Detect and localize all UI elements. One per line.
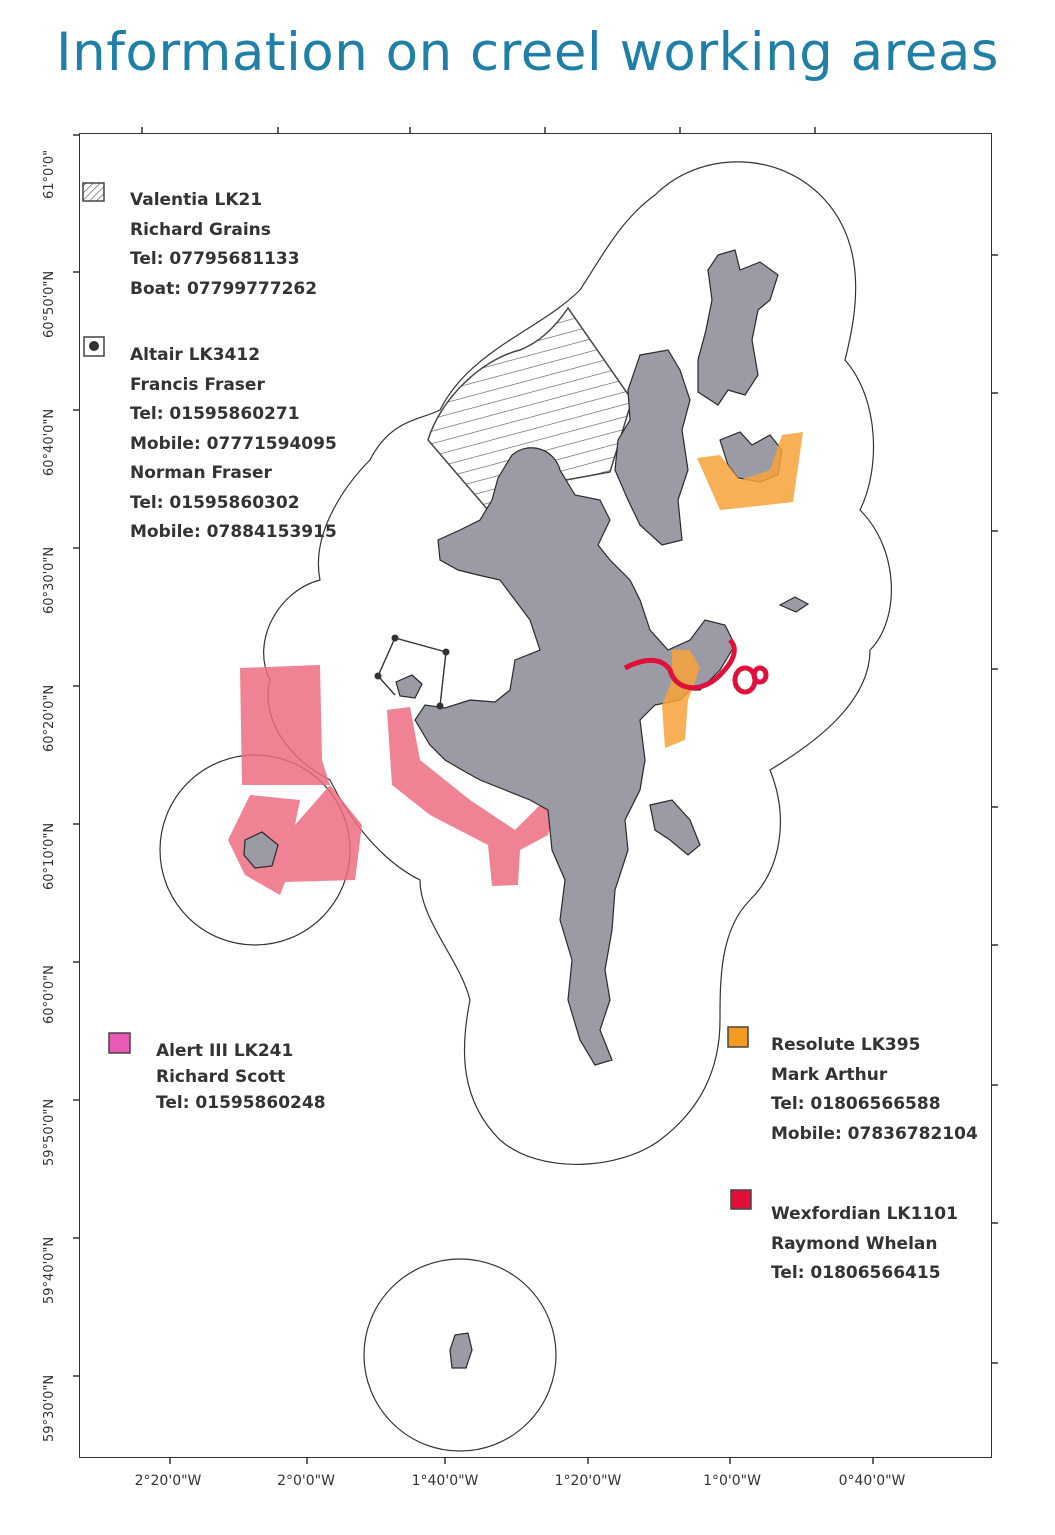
legend-line: Tel: 01806566588 <box>771 1094 941 1114</box>
lat-label: 60°50'0"N <box>42 270 57 338</box>
page-title: Information on creel working areas <box>56 22 999 83</box>
altair-area <box>375 635 450 710</box>
legend-line: Mobile: 07884153915 <box>130 522 337 542</box>
legend-line: Tel: 01595860302 <box>130 492 300 513</box>
legend-line: Francis Fraser <box>130 374 265 395</box>
lat-label: 60°10'0"N <box>42 822 57 890</box>
legend-line: Resolute LK395 <box>771 1035 921 1055</box>
legend-line: Norman Fraser <box>130 463 272 483</box>
lat-label: 60°0'0"N <box>42 965 57 1024</box>
legend-line: Mark Arthur <box>771 1064 888 1085</box>
alert-swatch-icon <box>109 1033 130 1053</box>
legend-line: Wexfordian LK1101 <box>771 1204 958 1224</box>
lon-label: 2°20'0"W <box>134 1473 202 1489</box>
legend-line: Tel: 01806566415 <box>771 1263 941 1283</box>
legend-valentia <box>130 186 317 304</box>
resolute-swatch-icon <box>728 1027 748 1047</box>
legend-line: Raymond Whelan <box>771 1233 938 1254</box>
legend-alert <box>156 1038 326 1116</box>
legend-line: Tel: 01595860248 <box>156 1093 326 1113</box>
lat-label: 59°40'0"N <box>42 1236 57 1304</box>
lat-label: 60°30'0"N <box>42 546 57 614</box>
lon-label: 0°40'0"W <box>838 1473 906 1489</box>
lat-label: 59°30'0"N <box>42 1374 57 1442</box>
lat-label: 59°50'0"N <box>42 1098 57 1166</box>
legend-line: Richard Grains <box>130 219 271 240</box>
lat-label: 60°20'0"N <box>42 684 57 752</box>
legend-line: Alert III LK241 <box>156 1041 294 1061</box>
lon-label: 2°0'0"W <box>277 1473 335 1489</box>
wexfordian-swatch-icon <box>731 1190 751 1209</box>
altair-dot-icon <box>89 341 99 351</box>
lon-label: 1°20'0"W <box>554 1473 622 1489</box>
lat-label: 61°0'0" <box>42 149 57 199</box>
lon-label: 1°40'0"W <box>411 1473 479 1489</box>
lon-label: 1°0'0"W <box>703 1473 761 1489</box>
legend-line: Boat: 07799777262 <box>130 278 318 299</box>
lat-label: 60°40'0"N <box>42 408 57 476</box>
valentia-swatch-icon <box>83 183 104 201</box>
legend-line: Richard Scott <box>156 1067 286 1087</box>
legend-wexfordian <box>771 1200 958 1289</box>
legend-line: Mobile: 07771594095 <box>130 433 337 454</box>
legend-line: Tel: 01595860271 <box>130 404 300 424</box>
legend-resolute <box>771 1031 978 1149</box>
legend-line: Mobile: 07836782104 <box>771 1123 978 1144</box>
legend-line: Valentia LK21 <box>130 190 263 210</box>
legend-altair <box>130 341 337 548</box>
legend-line: Tel: 07795681133 <box>130 249 300 269</box>
legend-line: Altair LK3412 <box>130 345 261 365</box>
